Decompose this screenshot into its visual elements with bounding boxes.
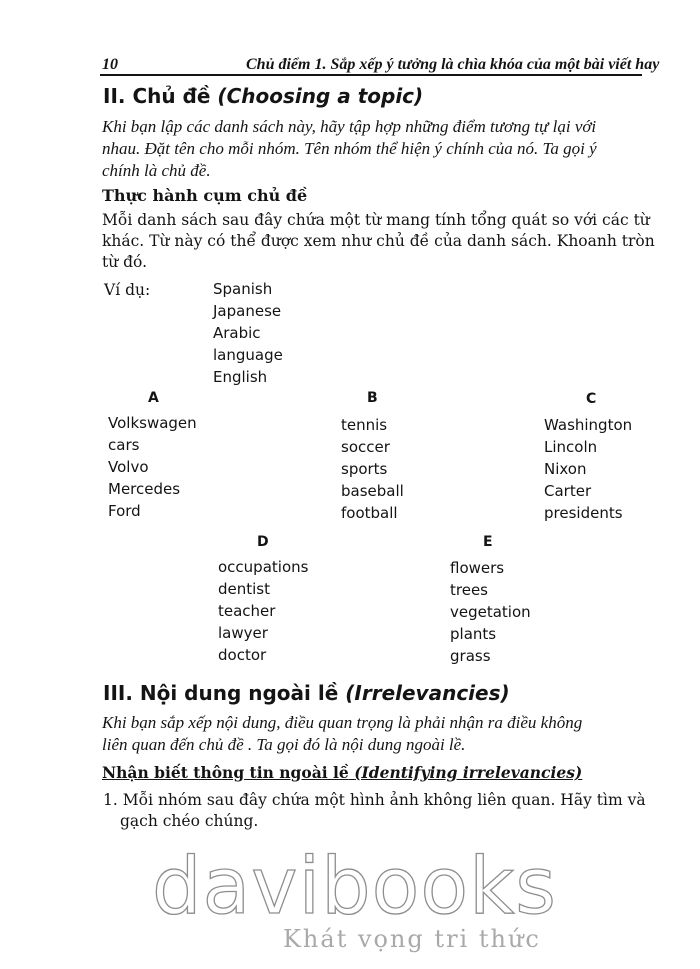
header-rule: [100, 74, 642, 76]
group-d-list: [218, 556, 308, 666]
list-item: Volkswagen: [108, 414, 197, 432]
list-item: grass: [450, 647, 491, 665]
intro-line: liên quan đến chủ đề . Ta gọi đó là nội dung ngoài lề.: [102, 735, 466, 754]
group-e-list: [450, 557, 531, 667]
list-item: presidents: [544, 504, 623, 522]
list-item: trees: [450, 581, 488, 599]
practice-instructions: [102, 210, 655, 273]
group-a-label: A: [148, 390, 159, 406]
example-list: [213, 278, 283, 388]
list-item: tennis: [341, 416, 388, 434]
list-item: vegetation: [450, 603, 531, 621]
list-item: dentist: [218, 580, 271, 598]
intro-line: chính là chủ đề.: [102, 161, 211, 180]
group-d-label: D: [257, 534, 269, 550]
list-item: occupations: [218, 558, 309, 576]
list-item: Washington: [544, 416, 633, 434]
list-item: language: [213, 346, 283, 364]
list-item: sports: [341, 460, 388, 478]
exercise-line: gạch chéo chúng.: [120, 812, 259, 830]
list-item: English: [213, 368, 268, 386]
section-3-intro: [102, 712, 582, 756]
section-2-title-english: (Choosing a topic): [217, 84, 424, 108]
list-item: Nixon: [544, 460, 587, 478]
group-a-list: [108, 412, 197, 522]
intro-line: Khi bạn sắp xếp nội dung, điều quan trọng là phải nhận ra điều không: [102, 713, 583, 732]
list-item: baseball: [341, 482, 404, 500]
section-3-title: III. Nội dung ngoài lề: [103, 681, 339, 705]
practice-heading: Thực hành cụm chủ đề: [102, 186, 308, 205]
group-b-list: [341, 414, 404, 524]
practice-line: từ đó.: [102, 253, 148, 271]
group-c-list: [544, 414, 632, 524]
list-item: Lincoln: [544, 438, 598, 456]
practice-line: Mỗi danh sách sau đây chứa một từ mang tính tổng quát so với các từ: [102, 211, 650, 229]
group-b-label: B: [367, 390, 378, 406]
exercise-1: [103, 790, 646, 832]
subheading-english: (Identifying irrelevancies): [354, 763, 583, 782]
list-item: lawyer: [218, 624, 268, 642]
section-2-heading: [103, 84, 423, 108]
group-c-label: C: [586, 391, 597, 407]
irrelevancies-subheading: [102, 763, 582, 782]
intro-line: Khi bạn lập các danh sách này, hãy tập hợp những điểm tương tự lại với: [102, 117, 597, 136]
example-label: Ví dụ:: [104, 281, 151, 299]
list-item: football: [341, 504, 398, 522]
practice-line: khác. Từ này có thể được xem như chủ đề của danh sách. Khoanh tròn: [102, 232, 655, 250]
list-item: Arabic: [213, 324, 261, 342]
list-item: flowers: [450, 559, 505, 577]
subheading-text: Nhận biết thông tin ngoài lề: [102, 763, 349, 782]
list-item: cars: [108, 436, 140, 454]
section-3-heading: [103, 681, 510, 705]
watermark-tagline: Khát vọng tri thức: [283, 925, 541, 953]
page-number: 10: [102, 56, 118, 73]
list-item: Ford: [108, 502, 141, 520]
list-item: soccer: [341, 438, 390, 456]
list-item: plants: [450, 625, 497, 643]
section-2-intro: [102, 116, 597, 182]
intro-line: nhau. Đặt tên cho mỗi nhóm. Tên nhóm thể hiện ý chính của nó. Ta gọi ý: [102, 139, 597, 158]
list-item: doctor: [218, 646, 267, 664]
watermark-brand: davibooks: [152, 842, 557, 932]
list-item: Mercedes: [108, 480, 181, 498]
group-e-label: E: [483, 534, 493, 550]
section-2-title: II. Chủ đề: [103, 84, 211, 108]
list-item: Japanese: [213, 302, 282, 320]
list-item: Spanish: [213, 280, 273, 298]
chapter-title: Chủ điểm 1. Sắp xếp ý tưởng là chìa khóa của một bài viết hay: [246, 56, 660, 73]
exercise-line: 1. Mỗi nhóm sau đây chứa một hình ảnh không liên quan. Hãy tìm và: [103, 791, 646, 809]
list-item: teacher: [218, 602, 276, 620]
section-3-title-english: (Irrelevancies): [345, 681, 510, 705]
list-item: Volvo: [108, 458, 149, 476]
list-item: Carter: [544, 482, 592, 500]
